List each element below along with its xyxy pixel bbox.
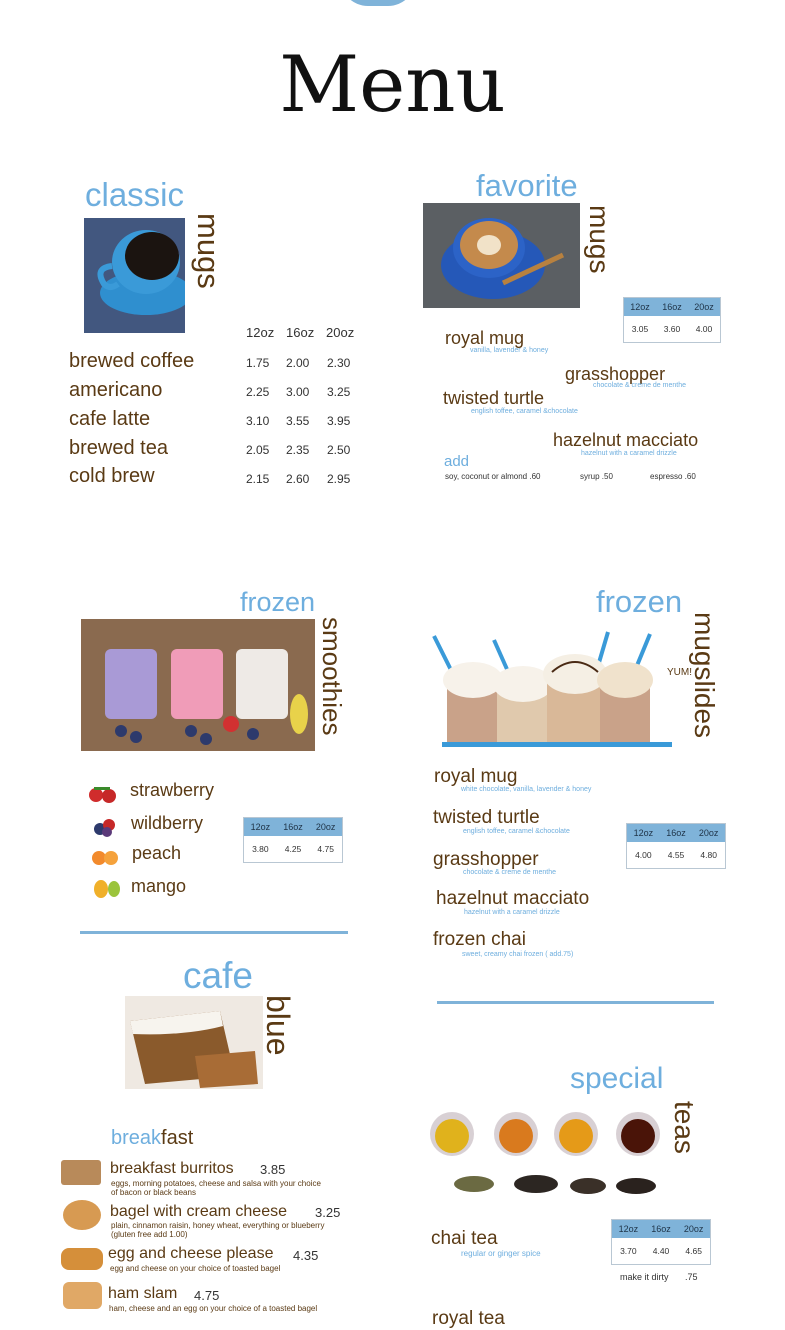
price-cell: 4.25: [284, 844, 302, 854]
add-label: add: [444, 453, 470, 470]
mugslide-item-desc: white chocolate, vanilla, lavender & honey: [461, 786, 592, 793]
price-cell: 4.75: [317, 844, 334, 854]
cafe-side-label: blue: [260, 995, 296, 1056]
divider: [80, 931, 348, 934]
size-header: 12oz: [618, 1224, 639, 1234]
classic-price: 2.95: [327, 472, 351, 486]
teas-price-table: [611, 1219, 711, 1265]
classic-heading: classic: [85, 176, 185, 213]
classic-size-20: 20oz: [326, 325, 355, 340]
mugslide-item: grasshopper: [433, 849, 539, 870]
favorite-side-label: mugs: [584, 205, 615, 274]
breakfast-item: breakfast burritos: [110, 1160, 234, 1177]
mugslide-item-desc: sweet, creamy chai frozen ( add.75): [462, 951, 574, 958]
price-cell: 3.60: [663, 324, 681, 334]
breakfast-item: ham slam: [108, 1285, 178, 1302]
strawberry-icon: [87, 785, 121, 803]
classic-size-12: 12oz: [246, 325, 275, 340]
classic-price: 2.25: [246, 385, 270, 399]
size-header: 16oz: [666, 828, 686, 838]
logo-arc: [340, 0, 416, 6]
classic-price: 2.50: [327, 443, 351, 457]
mugslide-item: royal mug: [434, 766, 518, 787]
mugslide-item: hazelnut macciato: [436, 888, 590, 909]
favorite-item-desc: chocolate & creme de menthe: [593, 382, 686, 389]
mugslide-item-desc: hazelnut with a caramel drizzle: [464, 909, 560, 916]
tea-item-next: royal tea: [432, 1308, 505, 1329]
price-cell: 4.40: [652, 1246, 670, 1256]
smoothies-photo: [81, 619, 315, 751]
mugslides-price-table: [626, 823, 726, 869]
size-header: 20oz: [315, 822, 336, 832]
favorite-item: grasshopper: [565, 364, 666, 384]
favorite-price-table: [623, 297, 721, 343]
yum-annotation: YUM!: [667, 667, 692, 678]
breakfast-heading-part2: fast: [161, 1127, 194, 1149]
classic-side-label: mugs: [191, 213, 226, 289]
smoothie-flavor: peach: [132, 843, 182, 863]
coffee-cup-photo: [84, 218, 185, 333]
smoothie-flavor: mango: [131, 876, 187, 896]
breakfast-price: 4.75: [194, 1288, 220, 1303]
tea-item-desc: regular or ginger spice: [461, 1249, 541, 1258]
breakfast-item: bagel with cream cheese: [110, 1203, 287, 1220]
teas-photo: [428, 1102, 670, 1196]
bagel-photo: [63, 1200, 101, 1230]
favorite-item: hazelnut macciato: [553, 430, 699, 450]
classic-price: 2.15: [246, 472, 270, 486]
favorite-heading: favorite: [476, 168, 578, 203]
mugslide-item: twisted turtle: [433, 807, 540, 828]
mugslide-item-desc: chocolate & creme de menthe: [463, 869, 556, 876]
latte-photo: [423, 203, 580, 308]
smoothie-flavor: strawberry: [130, 780, 215, 800]
classic-price: 3.55: [286, 414, 310, 428]
classic-price: 2.30: [327, 356, 351, 370]
mugslides-side-label: mugslides: [689, 612, 720, 739]
price-cell: 4.65: [685, 1246, 702, 1256]
tea-item: chai tea: [431, 1228, 498, 1249]
price-cell: 4.00: [695, 324, 713, 334]
divider: [437, 1001, 714, 1004]
smoothie-flavor: wildberry: [131, 813, 204, 833]
classic-item: cold brew: [69, 465, 155, 487]
burrito-photo: [61, 1160, 101, 1185]
breakfast-price: 3.85: [260, 1162, 286, 1177]
size-header: 12oz: [633, 828, 654, 838]
breakfast-price: 4.35: [293, 1248, 319, 1263]
add-option: syrup .50: [580, 472, 613, 481]
teas-heading: special: [570, 1062, 664, 1095]
favorite-item-desc: hazelnut with a caramel drizzle: [581, 450, 677, 457]
classic-price: 2.05: [246, 443, 270, 457]
classic-item: americano: [69, 379, 163, 401]
size-header: 12oz: [250, 822, 271, 832]
favorite-item: twisted turtle: [443, 388, 545, 408]
page-title: Menu: [279, 40, 506, 130]
price-cell: 3.80: [252, 844, 269, 854]
classic-price: 3.10: [246, 414, 270, 428]
price-cell: 4.80: [700, 850, 717, 860]
size-header: 16oz: [651, 1224, 671, 1234]
size-header: 12oz: [630, 302, 650, 312]
classic-price: 3.25: [327, 385, 351, 399]
tea-extra-price: .75: [685, 1272, 698, 1282]
favorite-item-desc: vanilla, lavender & honey: [470, 347, 549, 354]
price-cell: 3.05: [631, 324, 649, 334]
add-option: soy, coconut or almond .60: [445, 472, 541, 481]
tea-extra-label: make it dirty: [620, 1272, 669, 1282]
egg-sandwich-photo: [61, 1248, 103, 1270]
mugslides-heading: frozen: [596, 584, 683, 619]
price-cell: 3.70: [620, 1246, 637, 1256]
teas-side-label: teas: [669, 1101, 700, 1154]
breakfast-desc: ham, cheese and an egg on your choice of a toasted bagel: [109, 1304, 318, 1313]
mugslide-item: frozen chai: [433, 929, 526, 950]
size-header: 16oz: [662, 302, 682, 312]
size-header: 16oz: [283, 822, 303, 832]
classic-price: 3.95: [327, 414, 351, 428]
smoothies-heading: frozen: [240, 587, 316, 617]
breakfast-desc: eggs, morning potatoes, cheese and salsa with your choice of bacon or black beans: [111, 1179, 321, 1197]
breakfast-desc: plain, cinnamon raisin, honey wheat, everything or blueberry (gluten free add 1.00): [111, 1221, 325, 1239]
favorite-item-desc: english toffee, caramel &chocolate: [471, 408, 578, 415]
classic-price: 2.00: [286, 356, 310, 370]
classic-price: 1.75: [246, 356, 270, 370]
classic-price: 3.00: [286, 385, 310, 399]
price-cell: 4.55: [667, 850, 685, 860]
cafe-heading: cafe: [183, 955, 253, 996]
classic-item: brewed coffee: [69, 350, 195, 372]
breakfast-desc: egg and cheese on your choice of toasted bagel: [110, 1264, 281, 1273]
classic-item: brewed tea: [69, 437, 168, 459]
smoothies-side-label: smoothies: [317, 617, 347, 736]
price-cell: 4.00: [635, 850, 652, 860]
classic-item: cafe latte: [69, 408, 151, 430]
mango-icon: [92, 879, 122, 899]
breakfast-heading: [111, 1127, 193, 1150]
favorite-item: royal mug: [445, 328, 525, 348]
size-header: 20oz: [694, 302, 714, 312]
wildberry-icon: [92, 817, 118, 837]
add-option: espresso .60: [650, 472, 696, 481]
breakfast-heading-part1: break: [111, 1127, 162, 1149]
size-header: 20oz: [683, 1224, 704, 1234]
peach-icon: [89, 848, 121, 866]
classic-price: 2.35: [286, 443, 310, 457]
classic-price: 2.60: [286, 472, 310, 486]
smoothies-price-table: [243, 817, 343, 863]
breakfast-price: 3.25: [315, 1205, 341, 1220]
mugslides-photo: [432, 622, 687, 750]
ham-sandwich-photo: [63, 1282, 102, 1309]
size-header: 20oz: [698, 828, 719, 838]
cake-photo: [125, 996, 263, 1089]
breakfast-item: egg and cheese please: [108, 1245, 274, 1262]
classic-size-16: 16oz: [286, 325, 315, 340]
mugslide-item-desc: english toffee, caramel &chocolate: [463, 828, 570, 835]
